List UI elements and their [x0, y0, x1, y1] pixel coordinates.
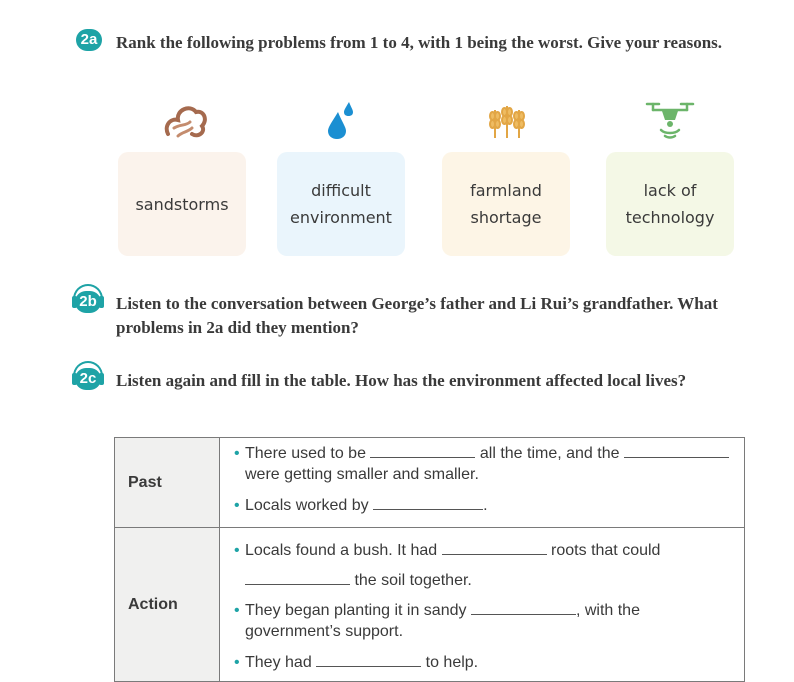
- card-label-line: farmland: [470, 181, 542, 200]
- fill-blank[interactable]: [316, 652, 421, 667]
- fill-blank[interactable]: [245, 570, 350, 585]
- wheat-icon: [487, 100, 527, 140]
- fill-blank[interactable]: [471, 600, 576, 615]
- list-item: [234, 652, 730, 673]
- item-text: .: [483, 497, 488, 514]
- problem-card-difficult-environment: [277, 152, 405, 256]
- item-text: all the time, and the: [479, 445, 620, 462]
- item-text: roots that could: [551, 542, 661, 559]
- sandstorm-icon: [160, 98, 210, 140]
- row-content: [220, 438, 745, 528]
- water-drop-icon: [326, 100, 356, 140]
- fill-in-table: [114, 437, 745, 682]
- card-label-line: difficult: [311, 181, 371, 200]
- headphone-left: [72, 373, 77, 385]
- fill-blank[interactable]: [624, 443, 729, 458]
- item-text: They began planting it in sandy: [245, 602, 467, 619]
- card-label-line: lack of: [643, 181, 697, 200]
- list-item: [234, 443, 730, 485]
- table-row-action: [115, 528, 745, 682]
- instruction-2c: Listen again and fill in the table. How has the environment affected local lives?: [116, 371, 687, 390]
- list-item: [234, 495, 730, 516]
- item-text: were getting smaller and smaller.: [245, 466, 479, 483]
- table-row-past: [115, 438, 745, 528]
- instruction-2a: Rank the following problems from 1 to 4, with 1 being the worst. Give your reasons.: [116, 33, 723, 52]
- problem-card-lack-of-technology: [606, 152, 734, 256]
- section-badge-2c: [75, 368, 101, 390]
- item-text: Locals worked by: [245, 497, 369, 514]
- item-text: They had: [245, 654, 312, 671]
- headphone-right: [99, 373, 104, 385]
- drone-icon: [645, 100, 695, 142]
- instruction-2b: Listen to the conversation between George’s father and Li Rui’s grandfather. What problems in 2a did they mention?: [116, 294, 718, 337]
- row-header: Action: [115, 528, 220, 682]
- card-label-line: environment: [290, 208, 392, 227]
- headphone-right: [99, 296, 104, 308]
- card-label: sandstorms: [135, 194, 229, 214]
- row-content: [220, 528, 745, 682]
- badge-label: 2c: [79, 370, 97, 387]
- row-header: Past: [115, 438, 220, 528]
- fill-blank[interactable]: [442, 540, 547, 555]
- item-text: , with the government’s support.: [245, 602, 640, 640]
- problem-card-sandstorms: [118, 152, 246, 256]
- item-text: There used to be: [245, 445, 366, 462]
- card-label-line: shortage: [470, 208, 542, 227]
- card-label-line: technology: [625, 208, 715, 227]
- fill-blank[interactable]: [370, 443, 475, 458]
- badge-label: 2b: [79, 293, 97, 310]
- section-badge-2b: [75, 291, 101, 313]
- list-item: [234, 536, 730, 596]
- item-text: the soil together.: [354, 572, 472, 589]
- item-text: Locals found a bush. It had: [245, 542, 438, 559]
- section-badge-2a: 2a: [76, 29, 102, 51]
- headphone-left: [72, 296, 77, 308]
- problem-card-farmland-shortage: [442, 152, 570, 256]
- list-item: [234, 600, 730, 642]
- item-text: to help.: [425, 654, 479, 671]
- fill-blank[interactable]: [373, 495, 483, 510]
